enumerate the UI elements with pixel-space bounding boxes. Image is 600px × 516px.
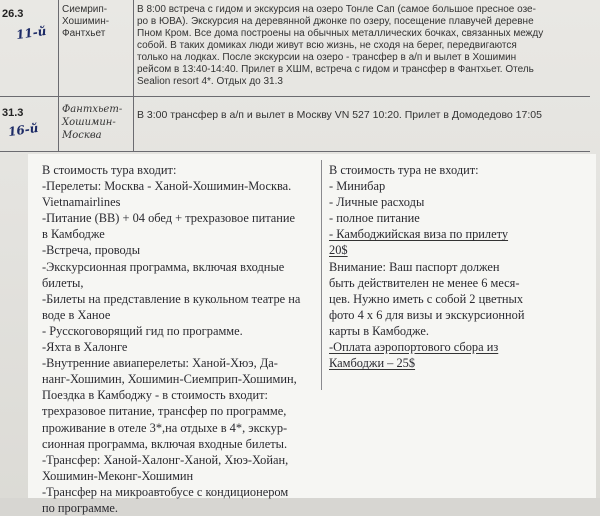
- visa-price: 20$: [329, 243, 348, 258]
- row-description: В 8:00 встреча с гидом и экскурсия на озеро Тонле Сап (самое большое пресное озе- ро в ЮВА). Экскурсия на деревянной джонке по озеру, посещение плавучей деревне Пном Кром. Все дома построены на обычных металлических бочках, связанных между собой. В таких домиках люди живут всю жизнь, не сходя на берег, передвигаются только на лодках. После экскурсии на озеро - трансфер в а/п и вылет в Хошимин рейсом в 13:40-14:40. Прилет в ХШМ, встреча с гидом и трансфер в Фантхьет. Отель Sealion resort 4*. Отдых до 31.3: [137, 4, 544, 87]
- itinerary-row: [0, 0, 590, 97]
- column-divider: [321, 160, 322, 390]
- airport-fee-item: -Оплата аэропортового сбора из: [329, 340, 499, 355]
- airport-fee-price: Камбоджи – 25$: [329, 356, 416, 371]
- row-place: Сиемрип- Хошимин- Фантхьет: [62, 4, 110, 39]
- not-included-heading: В стоимость тура не входит:: [329, 163, 479, 177]
- row-date: 26.3: [2, 8, 24, 20]
- row-place: Фантхьет- Хошимин- Москва: [62, 104, 123, 141]
- handwritten-day-number: 16-й: [7, 120, 40, 140]
- row-description: В 3:00 трансфер в а/п и вылет в Москву VN 527 10:20. Прилет в Домодедово 17:05: [137, 109, 542, 121]
- row-date: 31.3: [2, 107, 24, 119]
- included-heading: В стоимость тура входит:: [42, 163, 177, 177]
- itinerary-row: [0, 97, 590, 152]
- visa-item: - Камбоджийская виза по прилету: [329, 227, 509, 242]
- included-list: В стоимость тура входит: -Перелеты: Москва - Ханой-Хошимин-Москва. Vietnamairlines -Питание (ВВ) + 04 обед + трехразовое питание в Камбодже -Встреча, проводы -Экскурсионная программа, включая входные билеты, -Билеты на представление в кукольном театре на воде в Ханое - Русскоговорящий гид по программе. -Яхта в Халонге -Внутренние авиаперелеты: Ханой-Хюэ, Да- нанг-Хошимин, Хошимин-Сиемприп-Хошимин, Поездка в Камбоджу - в стоимость входит: трехразовое питание, трансфер по программе, проживание в отеле 3*,на отдыхе в 4*, экскур- сионная программа, включая входные билеты. -Трансфер: Ханой-Халонг-Ханой, Хюэ-Хойан, Хошимин-Меконг-Хошимин -Трансфер на микроавтобусе с кондиционером по программе.: [42, 162, 318, 516]
- handwritten-day-number: 11-й: [15, 23, 48, 43]
- not-included-list: В стоимость тура не входит: - Минибар - Личные расходы - полное питание - Камбоджийская виза по прилету 20$ Внимание: Ваш паспорт должен быть действителен не менее 6 меся- цев. Нужно иметь с собой 2 цветных фото 4 х 6 для визы и экскурсионной карты в Камбодже. -Оплата аэропортового сбора из Камбоджи – 25$: [329, 162, 591, 371]
- passport-warning: Внимание: Ваш паспорт должен: [329, 259, 500, 274]
- tour-conditions-sheet: [28, 154, 596, 515]
